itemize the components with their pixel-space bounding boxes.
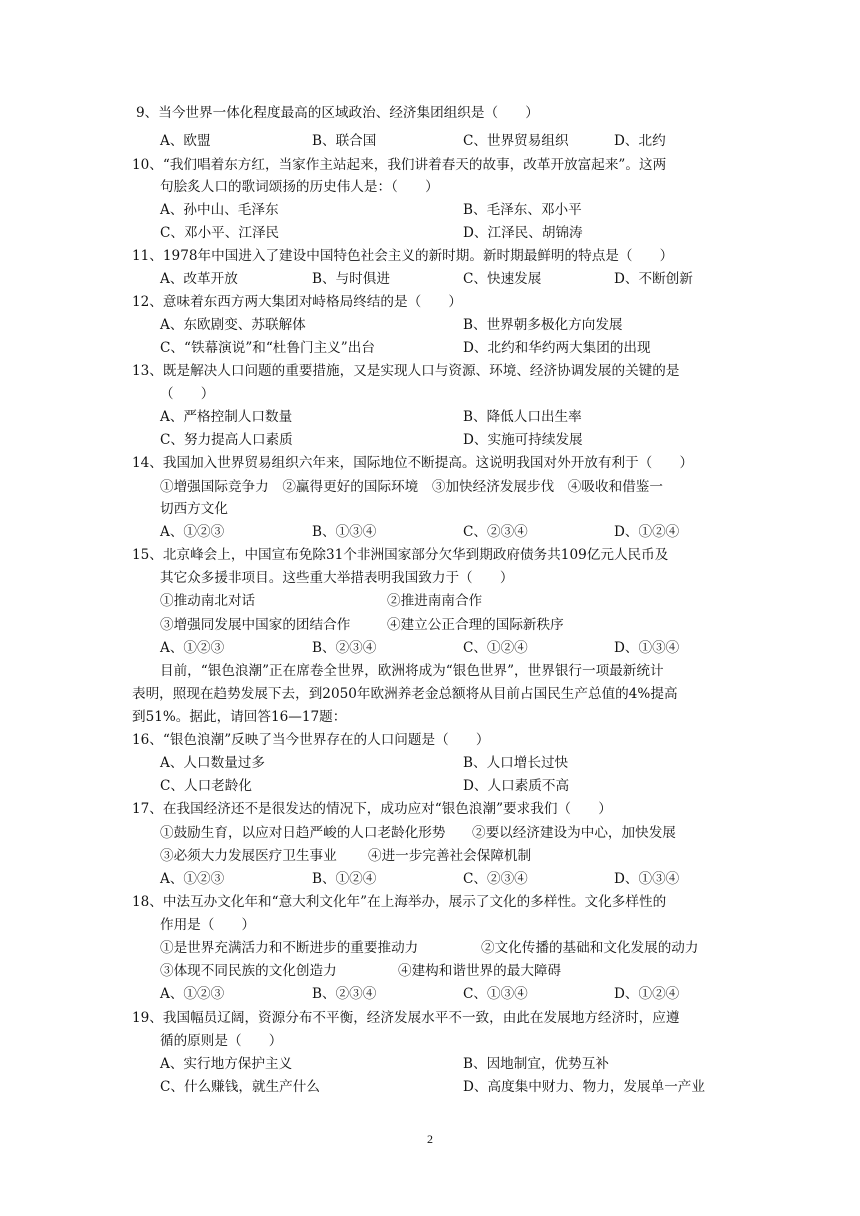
q17-stem: 17、在我国经济还不是很发达的情况下，成功应对“银色浪潮”要求我们（ ） [132,801,612,817]
q10-option-d: D、江泽民、胡锦涛 [463,225,583,241]
q15-option-c: C、①②④ [463,640,528,656]
q17-item-3: ③必须大力发展医疗卫生事业 [160,848,337,864]
q9-stem: 9、当今世界一体化程度最高的区域政治、经济集团组织是（ ） [136,105,539,121]
q18-option-a: A、①②③ [160,986,225,1002]
passage-line1: 目前，“银色浪潮”正在席卷全世界，欧洲将成为“银色世界”，世界银行一项最新统计 [160,663,664,679]
q9-option-b: B、联合国 [312,133,377,149]
q13-stem-line1: 13、既是解决人口问题的重要措施，又是实现人口与资源、环境、经济协调发展的关键的是 [132,363,680,379]
q15-stem-line2: 其它众多援非项目。这些重大举措表明我国致力于（ ） [160,570,514,586]
q19-option-a: A、实行地方保护主义 [160,1056,293,1072]
q13-stem-line2: （ ） [160,386,215,402]
q17-option-a: A、①②③ [160,871,225,887]
q14-option-c: C、②③④ [463,524,528,540]
q13-option-a: A、严格控制人口数量 [160,409,293,425]
q10-stem-line1: 10、“我们唱着东方红，当家作主站起来，我们讲着春天的故事，改革开放富起来”。这两 [132,157,667,173]
q12-option-a: A、东欧剧变、苏联解体 [160,317,306,333]
q18-stem-line1: 18、中法互办文化年和“意大利文化年”在上海举办，展示了文化的多样性。文化多样性的 [132,894,667,910]
q11-option-c: C、快速发展 [463,271,542,287]
q17-item-4: ④进一步完善社会保障机制 [368,848,532,864]
q18-item-1: ①是世界充满活力和不断进步的重要推动力 [160,940,419,956]
q13-option-c: C、努力提高人口素质 [160,432,293,448]
q10-option-b: B、毛泽东、邓小平 [463,202,582,218]
q14-stem-line2: ①增强国际竞争力 ②赢得更好的国际环境 ③加快经济发展步伐 ④吸收和借鉴一 [160,479,663,495]
q14-stem-line1: 14、我国加入世界贸易组织六年来，国际地位不断提高。这说明我国对外开放有利于（ ） [132,455,694,471]
q18-item-3: ③体现不同民族的文化创造力 [160,963,337,979]
q15-option-a: A、①②③ [160,640,225,656]
q13-option-b: B、降低人口出生率 [463,409,582,425]
q19-stem-line2: 循的原则是（ ） [160,1033,283,1049]
q9-option-a: A、欧盟 [160,133,211,149]
q14-option-d: D、①②④ [614,524,680,540]
q17-item-2: ②要以经济建设为中心，加快发展 [472,825,676,841]
q9-option-c: C、世界贸易组织 [463,133,569,149]
q10-stem-line2: 句脍炙人口的歌词颂扬的历史伟人是：（ ） [160,179,439,195]
q12-option-d: D、北约和华约两大集团的出现 [463,340,651,356]
q19-option-d: D、高度集中财力、物力，发展单一产业 [463,1079,705,1095]
q15-item-4: ④建立公正合理的国际新秩序 [387,617,564,633]
q15-option-b: B、②③④ [312,640,377,656]
q16-option-a: A、人口数量过多 [160,755,265,771]
q19-option-c: C、什么赚钱，就生产什么 [160,1079,320,1095]
q11-stem: 11、1978年中国进入了建设中国特色社会主义的新时期。新时期最鲜明的特点是（ ） [132,248,674,264]
q15-option-d: D、①③④ [614,640,680,656]
q15-stem-line1: 15、北京峰会上，中国宣布免除31个非洲国家部分欠华到期政府债务共109亿元人民币及 [132,547,669,563]
q14-stem-line3: 切西方文化 [160,501,228,517]
q18-option-b: B、②③④ [312,986,377,1002]
q19-option-b: B、因地制宜，优势互补 [463,1056,609,1072]
q18-stem-line2: 作用是（ ） [160,917,256,933]
q16-option-b: B、人口增长过快 [463,755,569,771]
q18-option-c: C、①③④ [463,986,528,1002]
q11-option-b: B、与时俱进 [312,271,390,287]
q12-stem: 12、意味着东西方两大集团对峙格局终结的是（ ） [132,294,462,310]
q14-option-b: B、①③④ [312,524,377,540]
q16-option-c: C、人口老龄化 [160,778,252,794]
q18-item-4: ④建构和谐世界的最大障碍 [398,963,562,979]
q13-option-d: D、实施可持续发展 [463,432,583,448]
q16-stem: 16、“银色浪潮”反映了当今世界存在的人口问题是（ ） [132,732,490,748]
q17-item-1: ①鼓励生育，以应对日趋严峻的人口老龄化形势 [160,825,446,841]
q12-option-b: B、世界朝多极化方向发展 [463,317,623,333]
q17-option-b: B、①②④ [312,871,377,887]
q11-option-a: A、改革开放 [160,271,238,287]
q18-option-d: D、①②④ [614,986,680,1002]
q17-option-c: C、②③④ [463,871,528,887]
q16-option-d: D、人口素质不高 [463,778,570,794]
passage-line2: 表明，照现在趋势发展下去，到2050年欧洲养老金总额将从目前占国民生产总值的4%提高 [132,686,678,702]
page-number: 2 [427,1132,433,1146]
q15-item-3: ③增强同发展中国家的团结合作 [160,617,351,633]
passage-line3: 到51%。据此，请回答16—17题： [132,709,347,725]
q18-item-2: ②文化传播的基础和文化发展的动力 [481,940,699,956]
q17-option-d: D、①③④ [614,871,680,887]
q11-option-d: D、不断创新 [614,271,693,287]
q14-option-a: A、①②③ [160,524,225,540]
q15-item-1: ①推动南北对话 [160,593,256,609]
q12-option-c: C、“铁幕演说”和“杜鲁门主义”出台 [160,340,375,356]
q9-option-d: D、北约 [614,133,666,149]
q19-stem-line1: 19、我国幅员辽阔，资源分布不平衡，经济发展水平不一致，由此在发展地方经济时，应遵 [132,1010,680,1026]
q10-option-a: A、孙中山、毛泽东 [160,202,279,218]
q10-option-c: C、邓小平、江泽民 [160,225,280,241]
q15-item-2: ②推进南南合作 [387,593,483,609]
